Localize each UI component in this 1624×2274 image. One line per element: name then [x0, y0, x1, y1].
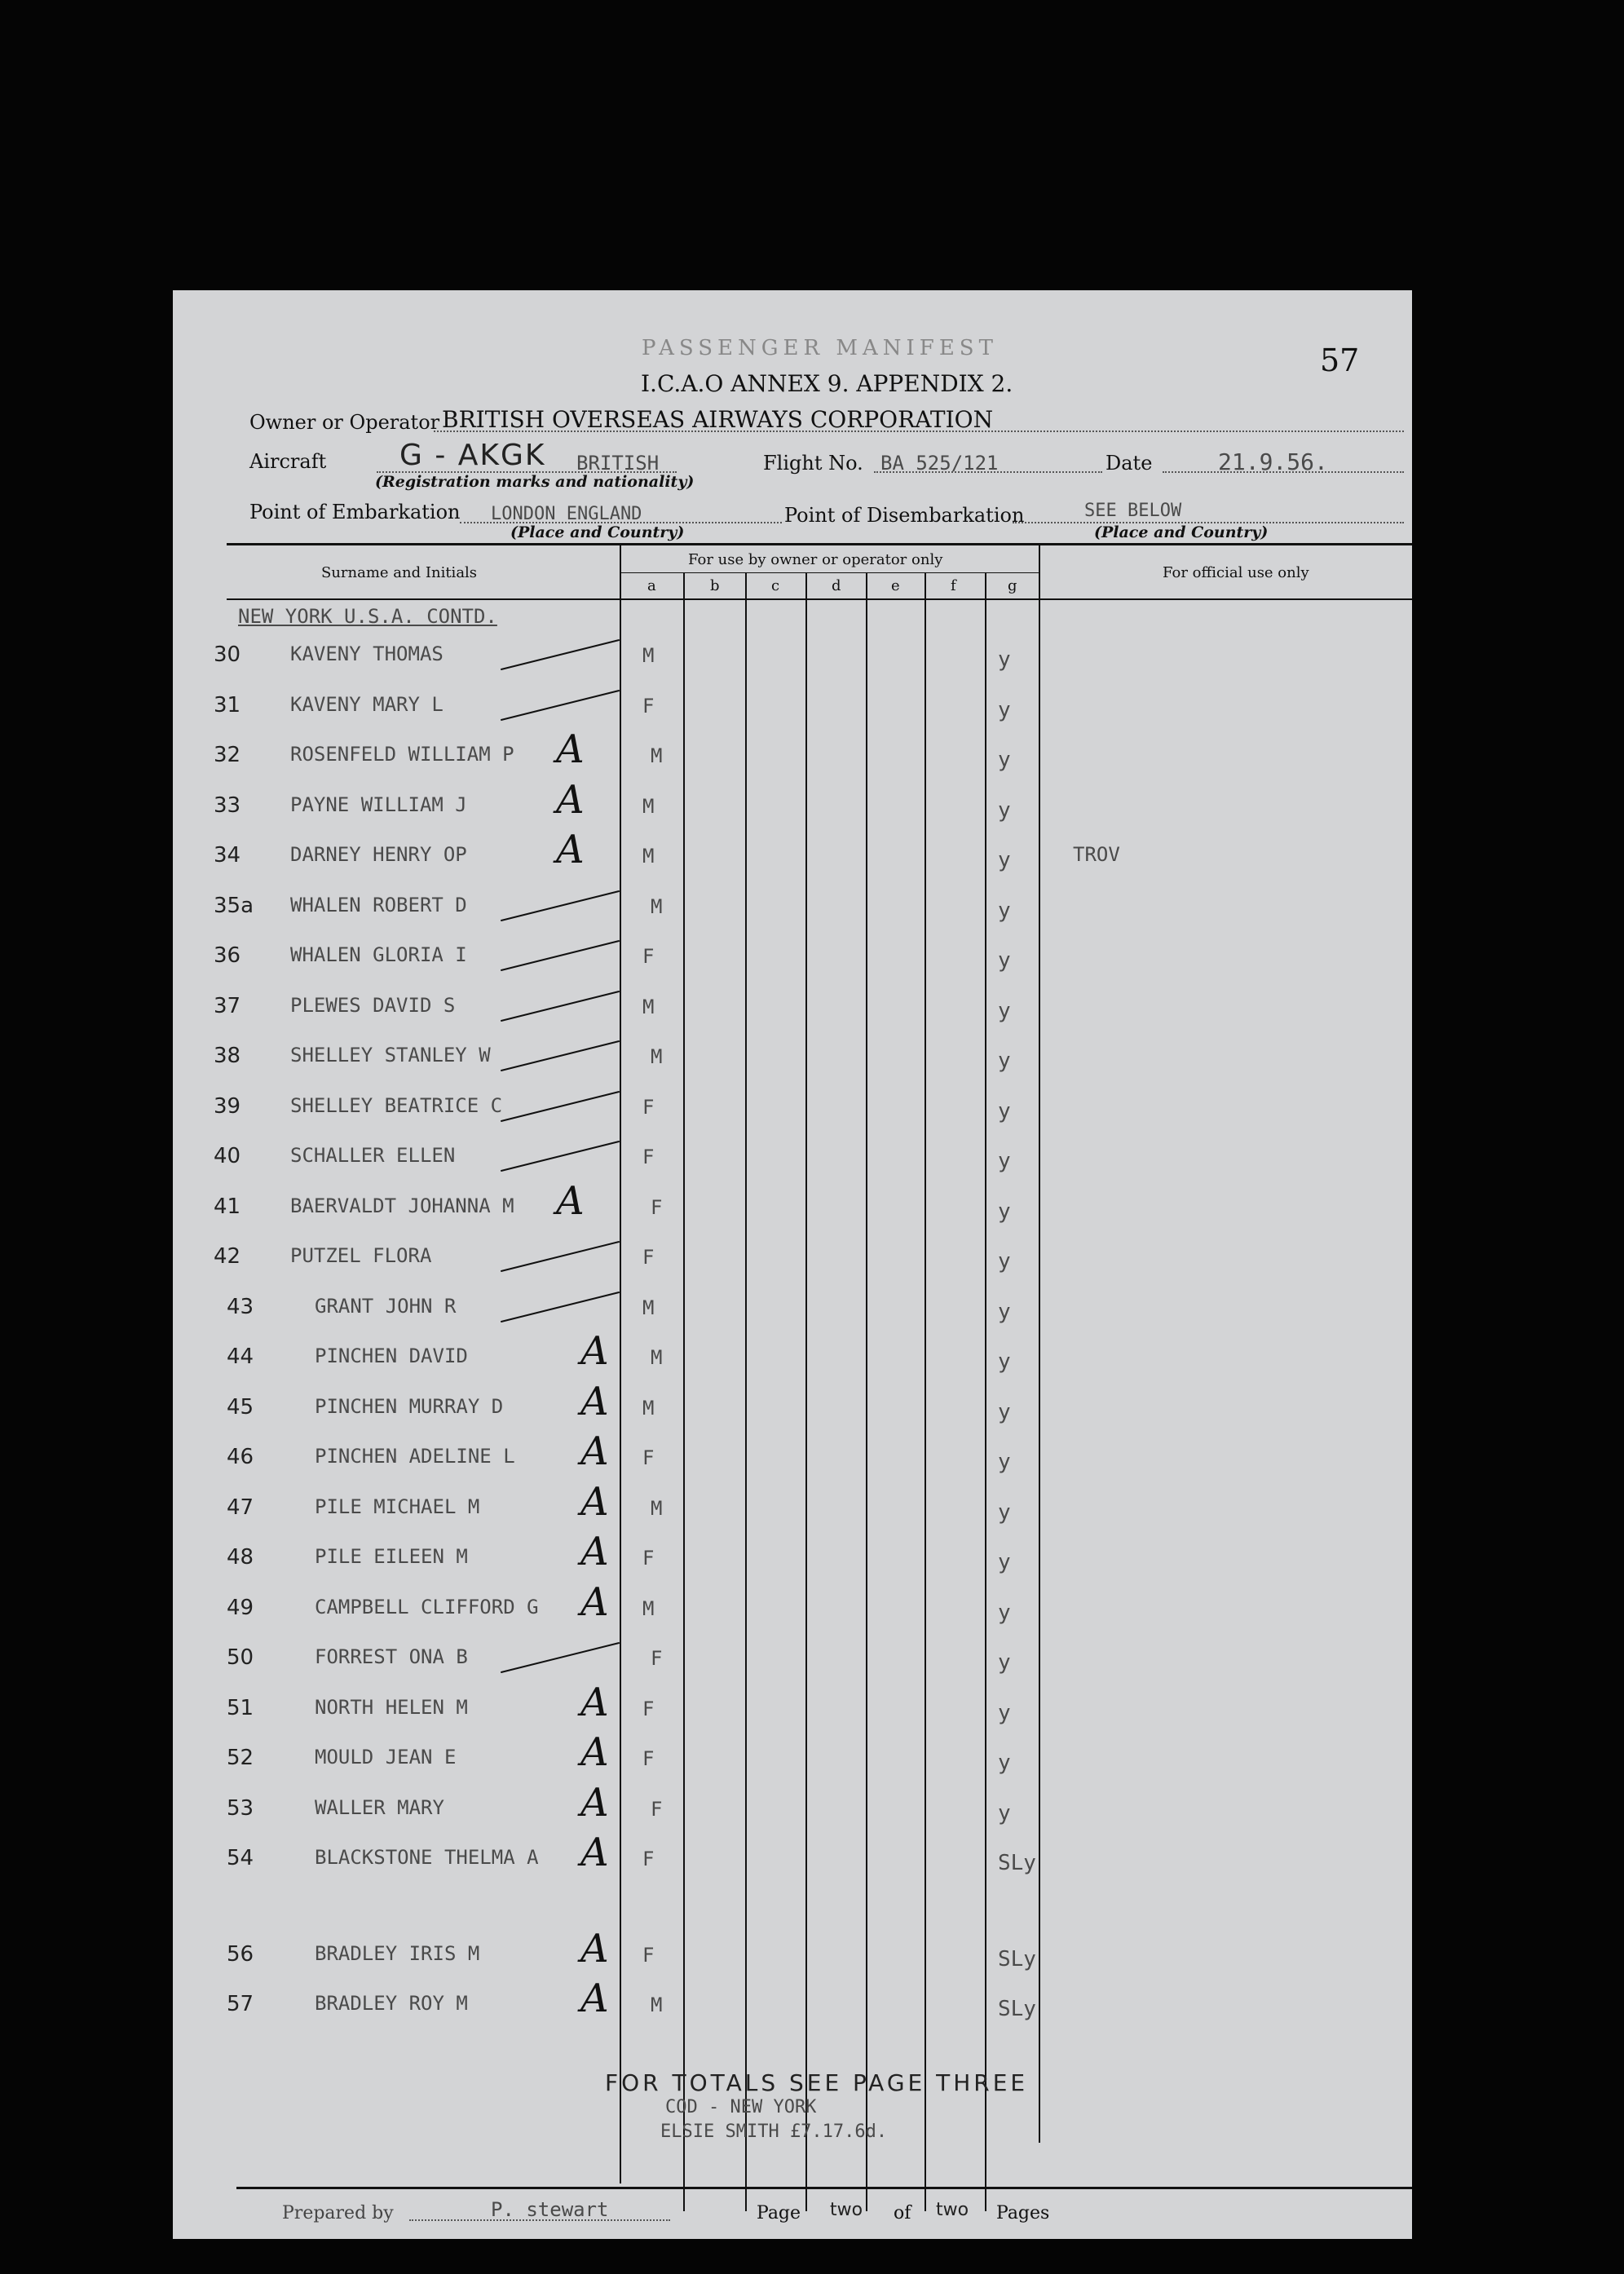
column-g-value: SLy — [998, 1997, 1036, 2021]
column-g-value: y — [998, 1450, 1011, 1474]
passenger-name: KAVENY THOMAS — [290, 642, 444, 665]
col-header-operator: For use by owner or operator only — [688, 551, 943, 568]
passenger-name: PILE MICHAEL M — [315, 1495, 480, 1518]
row-number: 31 — [214, 692, 241, 718]
table-row — [173, 894, 1412, 943]
passenger-sex: F — [642, 1697, 655, 1720]
passenger-name: NORTH HELEN M — [315, 1695, 468, 1719]
passenger-sex: M — [651, 894, 663, 918]
passenger-sex: F — [642, 1747, 655, 1770]
handwritten-mark: A — [580, 1729, 609, 1775]
handwritten-stroke — [501, 689, 620, 720]
row-number: 47 — [227, 1495, 254, 1520]
column-g-value: y — [998, 1751, 1011, 1775]
column-g-value: y — [998, 1600, 1011, 1625]
table-row — [173, 642, 1412, 691]
handwritten-mark: A — [556, 827, 585, 872]
column-g-value: y — [998, 797, 1011, 823]
aircraft-reg: G - AKGK — [399, 439, 546, 472]
aircraft-label: Aircraft — [249, 450, 327, 473]
payment-note: ELSIE SMITH £7.17.6d. — [660, 2122, 888, 2142]
aircraft-nationality: BRITISH — [576, 452, 660, 475]
handwritten-stroke — [501, 1090, 620, 1121]
col-header-official: For official use only — [1163, 564, 1309, 581]
passenger-name: PINCHEN ADELINE L — [315, 1445, 515, 1468]
passenger-name: PINCHEN MURRAY D — [315, 1394, 504, 1418]
passenger-name: PLEWES DAVID S — [290, 993, 456, 1017]
table-row — [173, 1529, 1412, 1594]
handwritten-mark: A — [556, 726, 585, 772]
table-row — [173, 1144, 1412, 1193]
handwritten-stroke — [501, 1040, 620, 1071]
passenger-sex: M — [651, 1496, 663, 1520]
passenger-sex: F — [642, 1095, 655, 1119]
column-g-value: SLy — [998, 1946, 1036, 1972]
row-number: 32 — [214, 743, 241, 767]
column-g-value: y — [998, 848, 1011, 872]
embark-label: Point of Embarkation — [249, 501, 461, 523]
passenger-sex: F — [642, 1446, 655, 1469]
sub-col-b: b — [710, 577, 720, 594]
row-number: 41 — [214, 1194, 241, 1219]
passenger-sex: M — [642, 644, 655, 667]
col-header-name: Surname and Initials — [321, 564, 478, 581]
handwritten-stroke — [501, 1642, 620, 1673]
row-number: 56 — [227, 1941, 254, 1967]
handwritten-mark: A — [580, 1428, 609, 1474]
column-g-value: y — [998, 1199, 1011, 1224]
passenger-name: WALLER MARY — [315, 1795, 444, 1819]
row-number: 57 — [227, 1992, 254, 2016]
flight-label: Flight No. — [763, 452, 863, 475]
passenger-sex: F — [651, 1797, 663, 1821]
passenger-sex: F — [651, 1195, 663, 1219]
passenger-name: PINCHEN DAVID — [315, 1345, 468, 1367]
handwritten-mark: A — [580, 1529, 609, 1574]
table-row — [173, 1328, 1412, 1393]
sub-col-g: g — [1008, 577, 1017, 594]
passenger-sex: M — [651, 1994, 663, 2016]
handwritten-stroke — [501, 940, 620, 971]
passenger-sex: M — [642, 794, 655, 818]
of-label: of — [894, 2203, 911, 2223]
passenger-name: BRADLEY IRIS M — [315, 1941, 480, 1965]
handwritten-stroke — [501, 1141, 620, 1172]
passenger-name: PAYNE WILLIAM J — [290, 793, 467, 816]
column-g-value: SLy — [998, 1851, 1036, 1875]
passenger-name: SHELLEY BEATRICE C — [290, 1093, 503, 1117]
handwritten-mark: A — [580, 1378, 609, 1424]
passenger-name: KAVENY MARY L — [290, 692, 444, 716]
passenger-sex: F — [642, 1246, 655, 1269]
passenger-sex: F — [642, 945, 655, 968]
column-g-value: y — [998, 1149, 1011, 1173]
column-g-value: y — [998, 1800, 1011, 1826]
passenger-sex: F — [651, 1647, 663, 1670]
handwritten-mark: A — [580, 1830, 609, 1875]
official-note: TROV — [1073, 843, 1120, 866]
column-g-value: y — [998, 1650, 1011, 1675]
passenger-name: SHELLEY STANLEY W — [290, 1044, 491, 1066]
page-number: 57 — [1320, 342, 1360, 378]
passenger-sex: M — [651, 1346, 663, 1369]
column-g-value: y — [998, 1399, 1011, 1424]
passenger-sex: M — [651, 1045, 663, 1068]
table-row — [173, 726, 1412, 792]
table-row — [173, 1244, 1412, 1293]
passenger-sex: M — [642, 1296, 655, 1319]
table-row — [173, 1729, 1412, 1795]
handwritten-mark: A — [556, 1177, 585, 1224]
table-row — [173, 1830, 1412, 1895]
passenger-sex: F — [642, 1146, 655, 1168]
date-value: 21.9.56. — [1218, 448, 1328, 475]
column-g-value: y — [998, 697, 1011, 722]
passenger-sex: M — [642, 1596, 655, 1620]
passenger-name: FORREST ONA B — [315, 1645, 468, 1668]
handwritten-mark: A — [580, 1579, 609, 1625]
passenger-sex: M — [651, 744, 663, 767]
table-row — [173, 1645, 1412, 1694]
manifest-page — [173, 290, 1412, 2239]
column-g-value: y — [998, 898, 1011, 923]
table-row — [173, 1295, 1412, 1344]
column-g-value: y — [998, 1299, 1011, 1324]
passenger-name: PUTZEL FLORA — [290, 1244, 432, 1267]
disembark-note: (Place and Country) — [1094, 523, 1269, 541]
faint-title: PASSENGER MANIFEST — [642, 336, 998, 360]
passenger-sex: M — [642, 1396, 655, 1420]
passenger-sex: M — [642, 845, 655, 868]
embark-note: (Place and Country) — [510, 523, 685, 541]
table-row — [173, 1478, 1412, 1544]
passenger-name: GRANT JOHN R — [315, 1294, 457, 1318]
passenger-name: BAERVALDT JOHANNA M — [290, 1194, 514, 1217]
passenger-sex: F — [642, 1943, 655, 1967]
row-number: 43 — [227, 1294, 254, 1319]
column-g-value: y — [998, 948, 1011, 973]
table-row — [173, 1094, 1412, 1143]
handwritten-stroke — [501, 990, 620, 1021]
table-row — [173, 776, 1412, 842]
handwritten-mark: A — [580, 1779, 609, 1826]
row-number: 36 — [214, 943, 241, 968]
prepared-label: Prepared by — [282, 2203, 394, 2223]
passenger-name: DARNEY HENRY OP — [290, 843, 467, 866]
passenger-name: ROSENFELD WILLIAM P — [290, 743, 514, 766]
page-label: Page — [757, 2203, 801, 2223]
column-g-value: y — [998, 748, 1011, 772]
row-number: 34 — [214, 843, 241, 868]
date-label: Date — [1105, 452, 1153, 475]
table-row — [173, 943, 1412, 992]
table-row — [173, 1378, 1412, 1444]
row-number: 38 — [214, 1044, 241, 1068]
row-number: 46 — [227, 1445, 254, 1469]
row-number: 49 — [227, 1595, 254, 1620]
row-number: 50 — [227, 1645, 254, 1670]
sub-col-e: e — [891, 577, 900, 594]
row-number: 30 — [214, 642, 241, 667]
owner-value: BRITISH OVERSEAS AIRWAYS CORPORATION — [442, 406, 994, 433]
pages-label: Pages — [996, 2203, 1050, 2223]
of-value: two — [936, 2200, 969, 2220]
table-row — [173, 693, 1412, 742]
column-g-value: y — [998, 1550, 1011, 1574]
handwritten-stroke — [501, 1291, 620, 1322]
disembark-value: SEE BELOW — [1084, 501, 1182, 521]
row-number: 42 — [214, 1244, 241, 1269]
row-number: 48 — [227, 1545, 254, 1570]
sub-col-f: f — [951, 577, 956, 594]
owner-label: Owner or Operator — [249, 411, 440, 434]
table-row — [173, 1579, 1412, 1645]
prepared-value: P. stewart — [491, 2198, 609, 2221]
handwritten-stroke — [501, 639, 620, 670]
column-g-value: y — [998, 1098, 1011, 1124]
handwritten-mark: A — [580, 1976, 609, 2021]
column-g-value: y — [998, 1049, 1011, 1073]
row-number: 33 — [214, 793, 241, 818]
passenger-name: WHALEN ROBERT D — [290, 893, 467, 916]
handwritten-mark: A — [580, 1925, 609, 1972]
table-row — [173, 1044, 1412, 1093]
row-number: 51 — [227, 1695, 254, 1720]
passenger-name: WHALEN GLORIA I — [290, 943, 467, 966]
page-value: two — [830, 2200, 863, 2220]
table-row — [173, 1925, 1412, 1991]
row-number: 40 — [214, 1144, 241, 1168]
row-number: 39 — [214, 1093, 241, 1119]
passenger-sex: M — [642, 995, 655, 1018]
totals-note: FOR TOTALS SEE PAGE THREE — [605, 2069, 1029, 2096]
cod-note: COD - NEW YORK — [665, 2097, 817, 2117]
row-number: 45 — [227, 1394, 254, 1420]
row-number: 53 — [227, 1795, 254, 1821]
passenger-sex: F — [642, 1547, 655, 1570]
row-number: 44 — [227, 1345, 254, 1369]
handwritten-stroke — [501, 890, 620, 921]
sub-col-a: a — [647, 577, 656, 594]
row-number: 52 — [227, 1746, 254, 1770]
row-number: 54 — [227, 1846, 254, 1870]
passenger-name: BRADLEY ROY M — [315, 1992, 468, 2015]
annex-title: I.C.A.O ANNEX 9. APPENDIX 2. — [641, 370, 1013, 397]
table-row — [173, 1679, 1412, 1745]
table-row — [173, 1779, 1412, 1845]
row-number: 35a — [214, 893, 254, 918]
column-g-value: y — [998, 998, 1011, 1023]
column-g-value: y — [998, 647, 1011, 672]
handwritten-mark: A — [580, 1478, 609, 1525]
embark-value: LONDON ENGLAND — [491, 504, 642, 524]
passenger-name: CAMPBELL CLIFFORD G — [315, 1595, 539, 1618]
handwritten-stroke — [501, 1241, 620, 1272]
handwritten-mark: A — [556, 776, 585, 823]
passenger-name: SCHALLER ELLEN — [290, 1144, 456, 1167]
column-g-value: y — [998, 1249, 1011, 1274]
section-label: NEW YORK U.S.A. CONTD. — [238, 605, 497, 628]
passenger-sex: F — [642, 694, 655, 718]
column-g-value: y — [998, 1700, 1011, 1725]
table-row — [173, 1428, 1412, 1494]
sub-col-d: d — [832, 577, 841, 594]
column-g-value: y — [998, 1499, 1011, 1525]
disembark-label: Point of Disembarkation — [784, 504, 1025, 527]
column-g-value: y — [998, 1349, 1011, 1374]
table-row — [173, 994, 1412, 1043]
sub-col-c: c — [771, 577, 780, 594]
passenger-name: MOULD JEAN E — [315, 1746, 457, 1768]
flight-value: BA 525/121 — [880, 452, 999, 475]
handwritten-mark: A — [580, 1679, 609, 1725]
table-row — [173, 827, 1412, 892]
passenger-sex: F — [642, 1848, 655, 1870]
row-number: 37 — [214, 993, 241, 1018]
passenger-name: BLACKSTONE THELMA A — [315, 1846, 539, 1869]
passenger-name: PILE EILEEN M — [315, 1545, 468, 1568]
table-row — [173, 1976, 1412, 2041]
handwritten-mark: A — [580, 1328, 609, 1374]
registration-note: (Registration marks and nationality) — [375, 473, 695, 491]
table-row — [173, 1177, 1412, 1243]
